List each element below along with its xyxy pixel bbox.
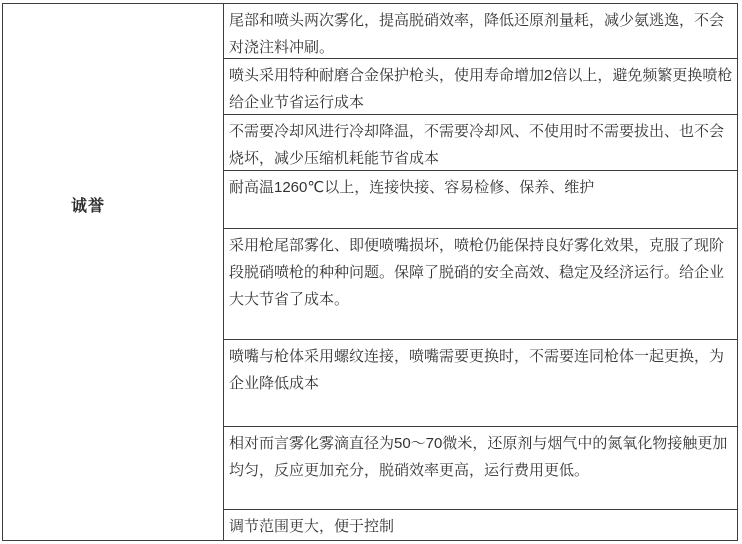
brand-cell <box>3 4 224 540</box>
feature-row-threaded-nozzle: 喷嘴与枪体采用螺纹连接，喷嘴需要更换时，不需要连同枪体一起更换，为企业降低成本 <box>224 340 737 427</box>
feature-column <box>224 4 737 540</box>
brand-label: 诚誉 <box>70 198 105 215</box>
comparison-table <box>2 3 738 541</box>
feature-row-droplet-diameter: 相对而言雾化雾滴直径为50～70微米，还原剂与烟气中的氮氧化物接触更加均匀，反应更加充分，脱硝效率更高，运行费用更低。 <box>224 427 737 511</box>
feature-row-adjust-range: 调节范围更大，便于控制 <box>229 518 395 536</box>
feature-row-nozzle-alloy: 喷头采用特种耐磨合金保护枪头，使用寿命增加2倍以上，避免频繁更换喷枪给企业节省运行成本 <box>224 59 737 116</box>
feature-row-tail-atomization: 采用枪尾部雾化、即便喷嘴损坏，喷枪仍能保持良好雾化效果，克服了现阶段脱硝喷枪的种种问题。保障了脱硝的安全高效、稳定及经济运行。给企业大大节省了成本。 <box>224 229 737 340</box>
feature-row-no-cooling-air: 不需要冷却风进行冷却降温，不需要冷却风、不使用时不需要拔出、也不会烧坏，减少压缩机耗能节省成本 <box>224 115 737 171</box>
feature-row-high-temperature: 耐高温1260℃以上，连接快接、容易检修、保养、维护 <box>224 171 737 229</box>
feature-row-atomization: 尾部和喷头两次雾化，提高脱硝效率，降低还原剂量耗，减少氨逃逸，不会对浇注料冲刷。 <box>224 4 737 59</box>
